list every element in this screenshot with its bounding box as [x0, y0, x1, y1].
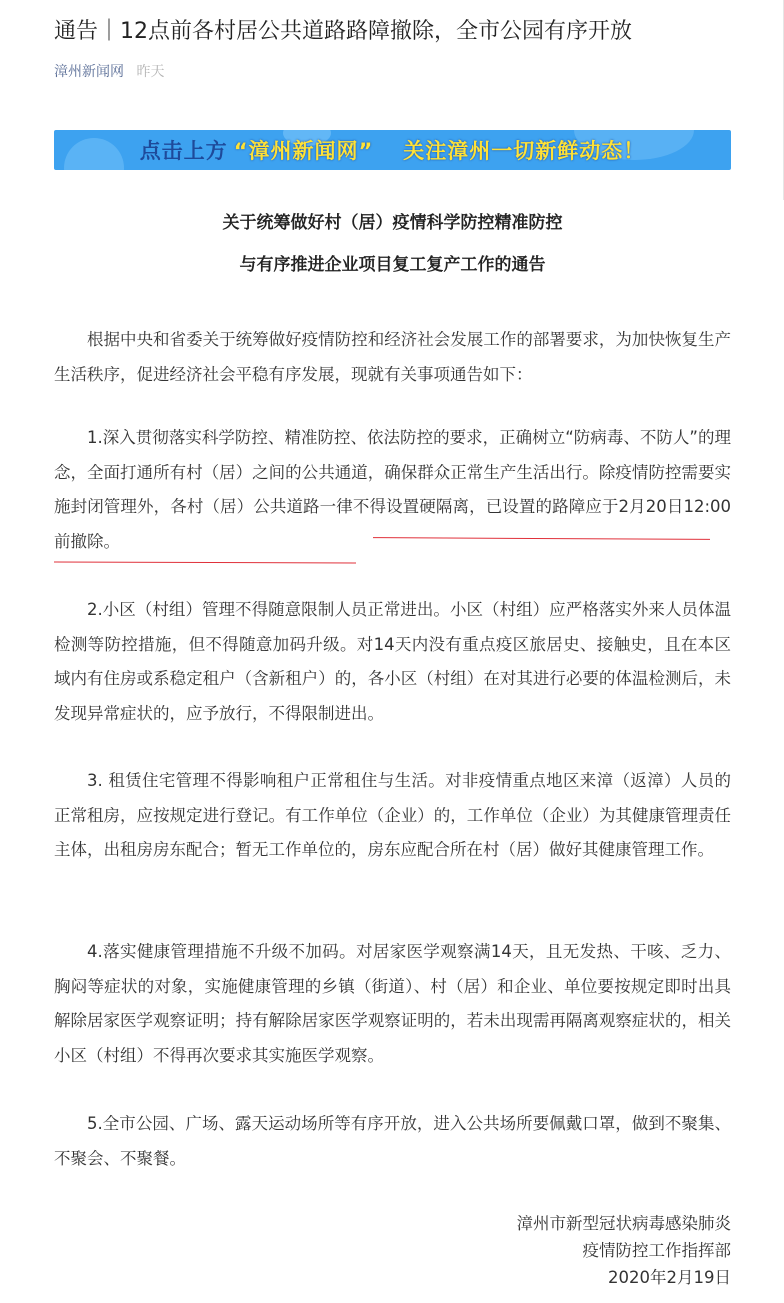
banner-text — [54, 130, 731, 170]
annotation-underline — [54, 561, 356, 563]
account-name-link[interactable]: 漳州新闻网 — [54, 64, 124, 80]
notice-intro: 根据中央和省委关于统筹做好疫情防控和经济社会发展工作的部署要求，为加快恢复生产生活秩序，促进经济社会平稳有序发展，现就有关事项通告如下： — [54, 330, 731, 384]
notice-date: 2020年2月19日 — [608, 1268, 731, 1287]
notice-item-4: 4.落实健康管理措施不升级不加码。对居家医学观察满14天，且无发热、干咳、乏力、胸闷等症状的对象，实施健康管理的乡镇（街道）、村（居）和企业、单位要按规定即时出具解除居家医学观察证明；持有解除居家医学观察证明的，若未出现需再隔离观察症状的，相关小区（村组）不得再次要求其实施医学观察。 — [54, 942, 731, 1065]
signature-line2: 疫情防控工作指挥部 — [582, 1241, 731, 1260]
notice-heading-line2: 与有序推进企业项目复工复产工作的通告 — [239, 255, 546, 275]
publish-time: 昨天 — [136, 64, 165, 80]
article-meta — [54, 60, 164, 84]
notice-item-5: 5.全市公园、广场、露天运动场所等有序开放，进入公共场所要佩戴口罩，做到不聚集、不聚会、不聚餐。 — [54, 1114, 731, 1168]
notice-item-3: 3. 租赁住宅管理不得影响租户正常租住与生活。对非疫情重点地区来漳（返漳）人员的正常租房，应按规定进行登记。有工作单位（企业）的，工作单位（企业）为其健康管理责任主体，出租房房东配合；暂无工作单位的，房东应配合所在村（居）做好其健康管理工作。 — [54, 771, 731, 859]
notice-heading-line1: 关于统筹做好村（居）疫情科学防控精准防控 — [222, 213, 563, 233]
banner-tail-text: 关注漳州一切新鲜动态！ — [403, 139, 646, 163]
notice-item-1: 1.深入贯彻落实科学防控、精准防控、依法防控的要求，正确树立“防病毒、不防人”的理念，全面打通所有村（居）之间的公共通道，确保群众正常生产生活出行。除疫情防控需要实施封闭管理外，各村（居）公共道路一律不得设置硬隔离，已设置的路障应于2月20日12:00前撤除。 — [54, 428, 731, 551]
notice-item-2: 2.小区（村组）管理不得随意限制人员正常进出。小区（村组）应严格落实外来人员体温检测等防控措施，但不得随意加码升级。对14天内没有重点疫区旅居史、接触史，且在本区域内有住房或系稳定租户（含新租户）的，各小区（村组）在对其进行必要的体温检测后，未发现异常症状的，应予放行，不得限制进出。 — [54, 600, 731, 723]
signature-line1: 漳州市新型冠状病毒感染肺炎 — [516, 1214, 731, 1233]
article-title: 通告｜12点前各村居公共道路路障撤除，全市公园有序开放 — [54, 19, 632, 44]
banner-account-name: “漳州新闻网” — [233, 139, 374, 163]
banner-lead-text: 点击上方 — [139, 139, 228, 163]
follow-banner[interactable] — [54, 130, 731, 170]
